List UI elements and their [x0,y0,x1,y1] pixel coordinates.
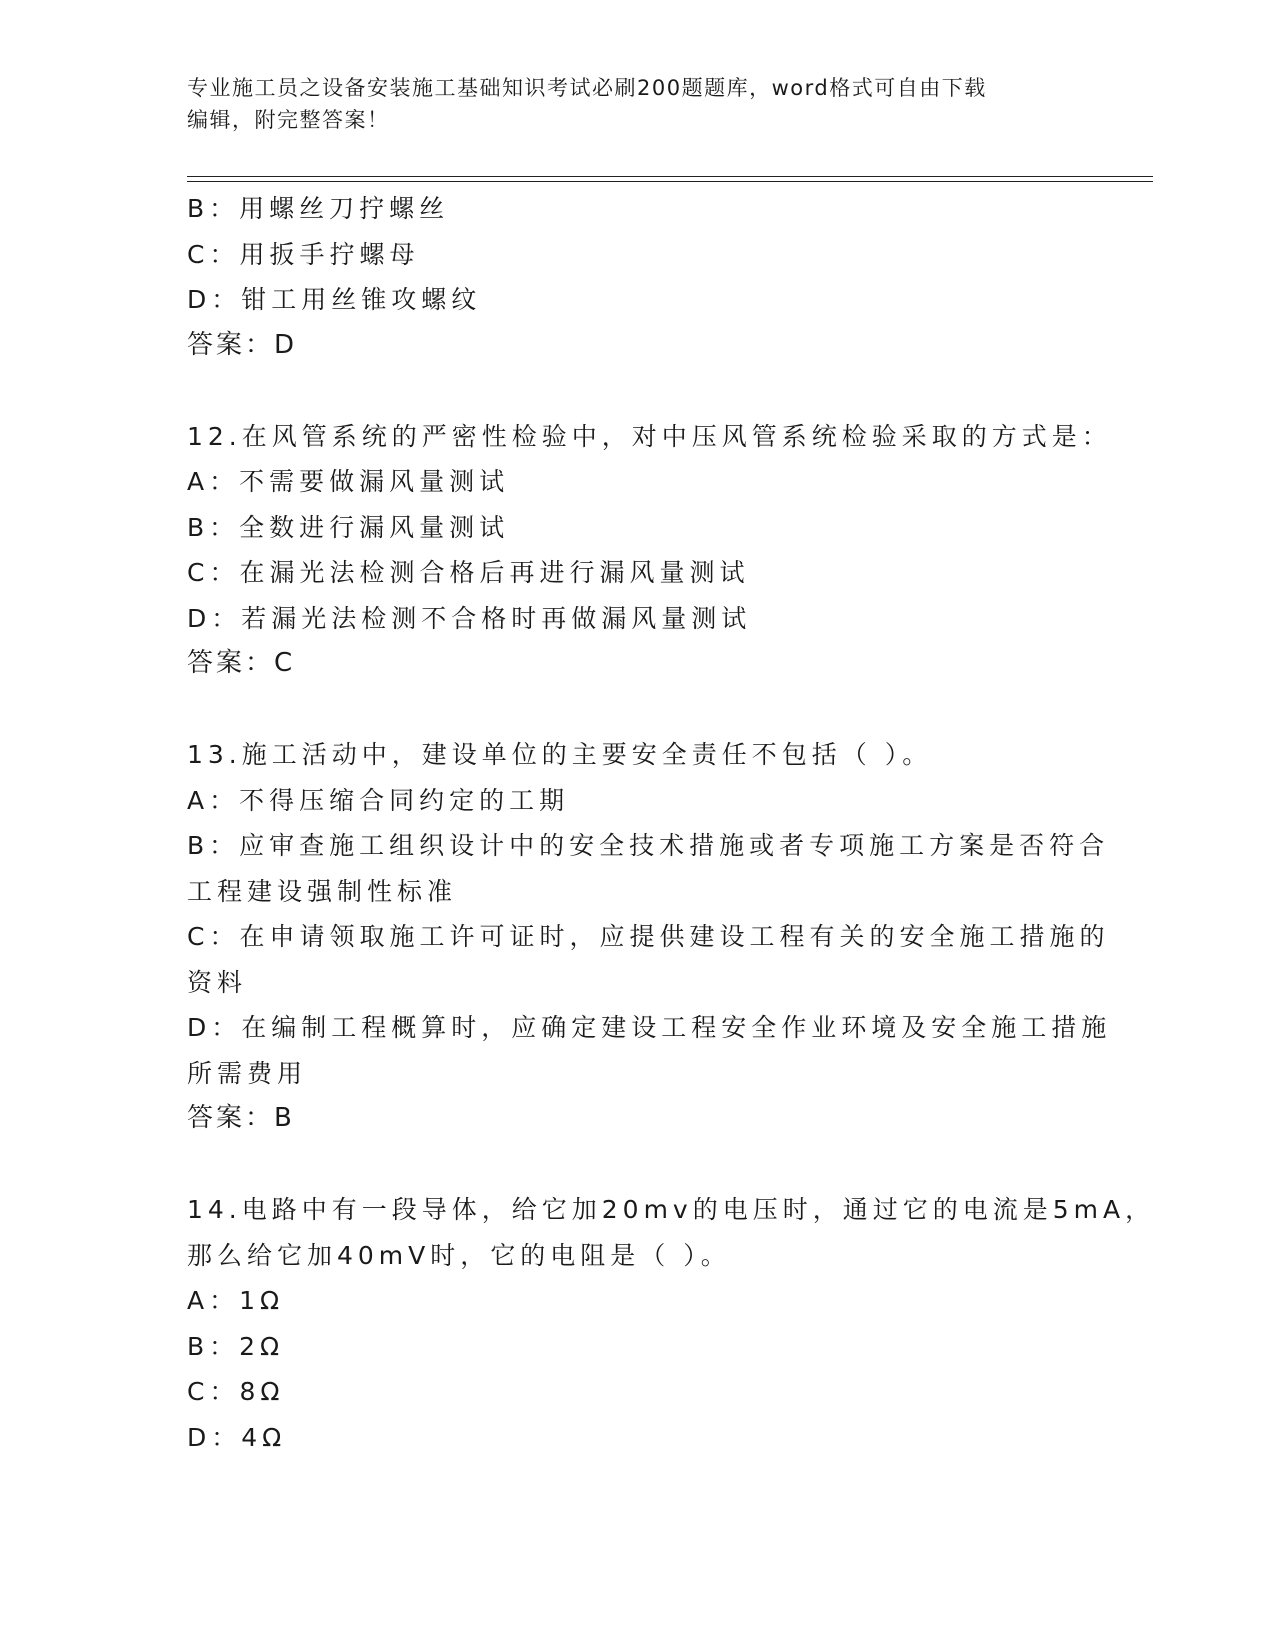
q12-answer: 答案：C [187,648,296,678]
q14-question-line-1: 14.电路中有一段导体，给它加20mv的电压时，通过它的电流是5mA， [187,1195,1156,1224]
q13-question: 13.施工活动中，建设单位的主要安全责任不包括（ ）。 [187,740,933,769]
q14-question-line-2: 那么给它加40mV时，它的电阻是（ ）。 [187,1240,731,1270]
q12-option-d: D：若漏光法检测不合格时再做漏风量测试 [187,603,752,633]
spacer [187,368,1087,414]
header-title-line-1: 专业施工员之设备安装施工基础知识考试必刷200题题库，word格式可自由下载 [187,76,987,100]
q14-option-c: C：8Ω [187,1377,285,1406]
question-11 [187,186,1087,368]
q11-option-b: B：用螺丝刀拧螺丝 [187,194,450,223]
q11-option-c: C：用扳手拧螺母 [187,239,420,269]
header-title-line-2: 编辑，附完整答案！ [187,108,390,132]
q12-question: 12.在风管系统的严密性检验中，对中压风管系统检验采取的方式是： [187,421,1112,451]
q13-option-d-line-2: 所需费用 [187,1058,308,1088]
q13-option-a: A：不得压缩合同约定的工期 [187,785,570,815]
question-12 [187,414,1112,687]
question-14 [187,1187,1156,1460]
header-divider-bottom [187,181,1153,182]
q14-option-a: A：1Ω [187,1286,285,1315]
q13-answer: 答案：B [187,1103,295,1133]
q13-option-c-line-2: 资料 [187,967,248,997]
q14-option-d: D：4Ω [187,1422,287,1452]
q13-option-c-line-1: C：在申请领取施工许可证时，应提供建设工程有关的安全施工措施的 [187,922,1110,951]
q11-option-d: D：钳工用丝锥攻螺纹 [187,285,482,314]
question-list [187,186,1156,1460]
question-13 [187,732,1112,1142]
header-divider-top [187,176,1153,177]
q14-option-b: B：2Ω [187,1331,285,1361]
document-header [187,72,1087,136]
q13-option-b-line-2: 工程建设强制性标准 [187,876,458,906]
q11-answer: 答案：D [187,329,298,360]
q12-option-c: C：在漏光法检测合格后再进行漏风量测试 [187,558,750,587]
q13-option-b-line-1: B：应审查施工组织设计中的安全技术措施或者专项施工方案是否符合 [187,831,1110,860]
q13-option-d-line-1: D：在编制工程概算时，应确定建设工程安全作业环境及安全施工措施 [187,1013,1112,1042]
spacer [187,1142,1087,1188]
spacer [187,687,1087,733]
q12-option-b: B：全数进行漏风量测试 [187,512,510,542]
q12-option-a: A：不需要做漏风量测试 [187,467,510,496]
